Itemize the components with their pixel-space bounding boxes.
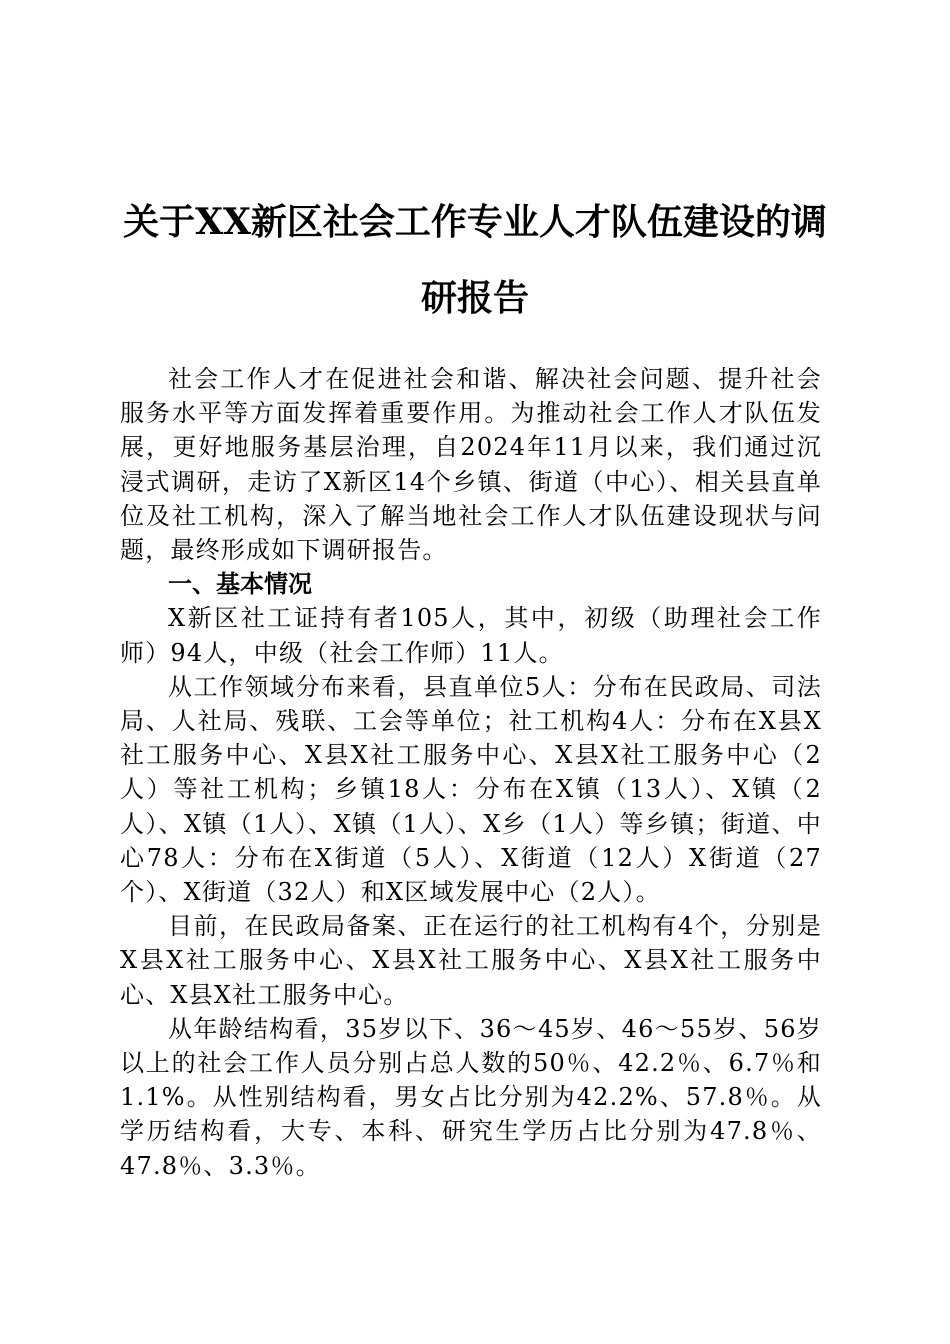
paragraph-registered-agencies: 目前，在民政局备案、正在运行的社工机构有4个，分别是X县X社工服务中心、X县X社工服务中心、X县X社工服务中心、X县X社工服务中心。	[120, 912, 822, 1009]
paragraph-work-field-distribution: 从工作领域分布来看，县直单位5人：分布在民政局、司法局、人社局、残联、工会等单位；社工机构4人：分布在X县X社工服务中心、X县X社工服务中心、X县X社工服务中心（2人）等社工机构；乡镇18人：分布在X镇（13人）、X镇（2人）、X镇（1人）、X镇（1人）、X乡（1人）等乡镇；街道、中心78人：分布在X街道（5人）、X街道（12人）X街道（27个）、X街道（32人）和X区域发展中心（2人）。	[120, 672, 822, 907]
document-title: 关于XX新区社会工作专业人才队伍建设的调研报告	[123, 201, 827, 319]
document-body	[120, 362, 822, 1183]
section-heading-basic-situation: 一、基本情况	[168, 570, 312, 599]
paragraph-demographic-structure: 从年龄结构看，35岁以下、36～45岁、46～55岁、56岁以上的社会工作人员分别占总人数的50％、42.2％、6.7％和1.1%。从性别结构看，男女占比分别为42.2%、57.8％。从学历结构看，大专、本科、研究生学历占比分别为47.8％、47.8％、3.3％。	[120, 1014, 822, 1180]
intro-paragraph: 社会工作人才在促进社会和谐、解决社会问题、提升社会服务水平等方面发挥着重要作用。为推动社会工作人才队伍发展，更好地服务基层治理，自2024年11月以来，我们通过沉浸式调研，走访了X新区14个乡镇、街道（中心）、相关县直单位及社工机构，深入了解当地社会工作人才队伍建设现状与问题，最终形成如下调研报告。	[120, 365, 822, 565]
paragraph-certificate-holders: X新区社工证持有者105人，其中，初级（助理社会工作师）94人，中级（社会工作师）11人。	[120, 604, 822, 667]
